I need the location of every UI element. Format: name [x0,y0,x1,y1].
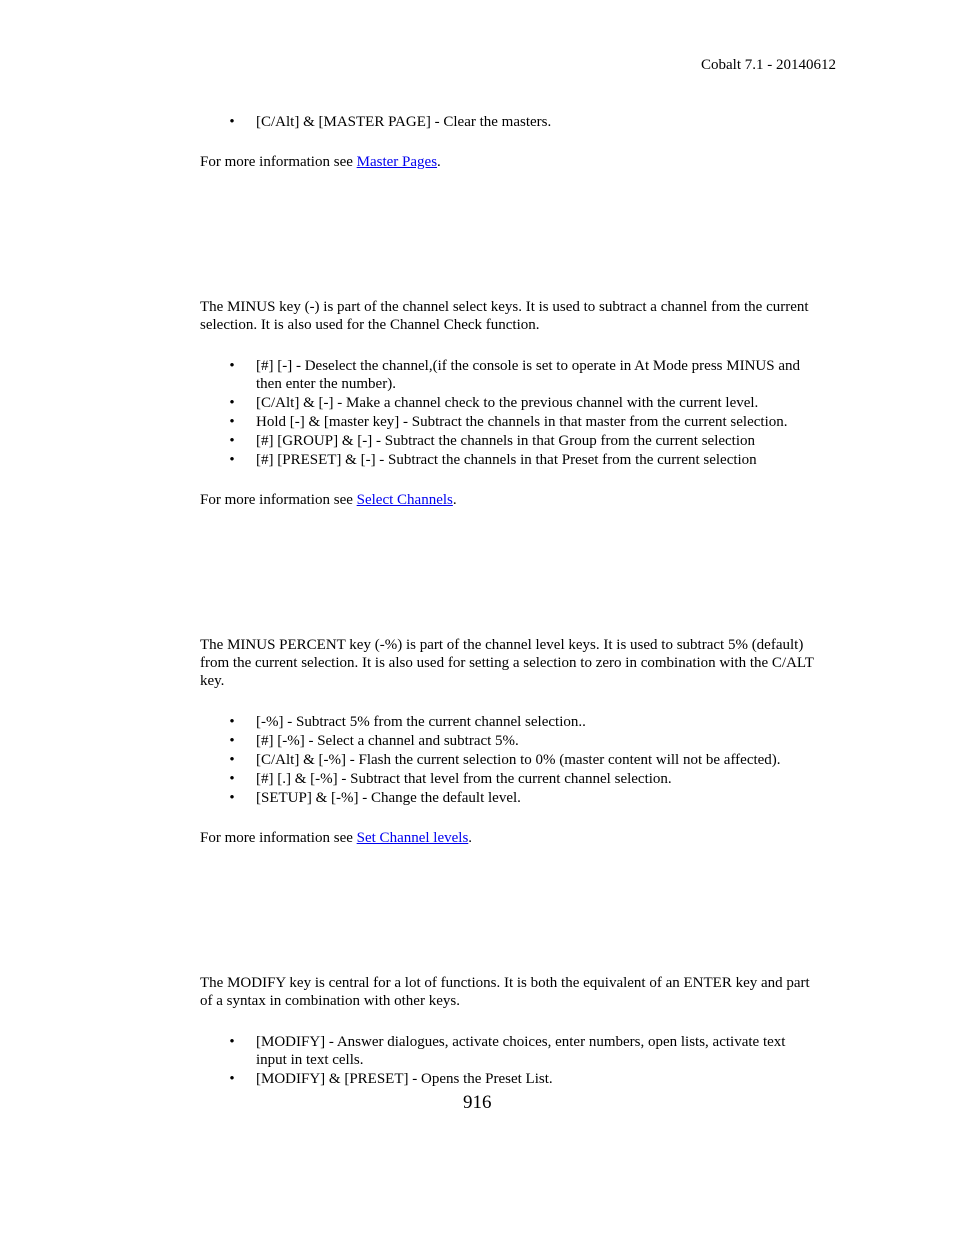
bullet-marker: • [229,1071,235,1087]
intro-line: of a syntax in combination with other keys. [200,993,460,1009]
set-channel-levels-link[interactable]: Set Channel levels [356,830,469,846]
more-info-line [200,491,457,509]
more-info-prefix: For more information see [200,492,357,508]
bullet-item: [#] [-%] - Select a channel and subtract 5%. [256,733,519,749]
bullet-item: [SETUP] & [-%] - Change the default level. [256,790,521,806]
more-info-line [200,153,441,171]
more-info-line [200,829,472,847]
intro-line: The MODIFY key is central for a lot of functions. It is both the equivalent of an ENTER key and part [200,975,810,991]
page-header: Cobalt 7.1 - 20140612 [701,57,836,73]
bullet-item: [-%] - Subtract 5% from the current channel selection.. [256,714,586,730]
intro-line: from the current selection. It is also used for setting a selection to zero in combination with the C/ALT [200,655,814,671]
bullet-marker: • [229,433,235,449]
intro-line: key. [200,673,225,689]
intro-line: The MINUS key (-) is part of the channel select keys. It is used to subtract a channel from the current [200,299,809,315]
bullet-item: [#] [-] - Deselect the channel,(if the console is set to operate in At Mode press MINUS and [256,358,801,374]
bullet-item: Hold [-] & [master key] - Subtract the channels in that master from the current selection. [256,414,788,430]
bullet-marker: • [229,714,235,730]
bullet-marker: • [229,358,235,374]
bullet-marker: • [229,414,235,430]
select-channels-link[interactable]: Select Channels [356,492,453,508]
bullet-item: [#] [.] & [-%] - Subtract that level from the current channel selection. [256,771,672,787]
intro-line: The MINUS PERCENT key (-%) is part of the channel level keys. It is used to subtract 5% (default) [200,637,804,653]
bullet-marker: • [229,733,235,749]
bullet-item: [#] [GROUP] & [-] - Subtract the channels in that Group from the current selection [256,433,756,449]
bullet-marker: • [229,771,235,787]
more-info-suffix: . [468,830,473,846]
bullet-item: [#] [PRESET] & [-] - Subtract the channels in that Preset from the current selection [256,452,757,468]
bullet-marker: • [229,752,235,768]
bullet-marker: • [229,114,235,130]
bullet-item: [MODIFY] & [PRESET] - Opens the Preset List. [256,1071,553,1087]
bullet-marker: • [229,395,235,411]
more-info-suffix: . [437,154,441,170]
more-info-prefix: For more information see [200,830,357,846]
master-pages-link[interactable]: Master Pages [356,154,438,170]
bullet-item-continuation: then enter the number). [256,376,396,392]
bullet-item: [C/Alt] & [-%] - Flash the current selection to 0% (master content will not be affected). [256,752,781,768]
bullet-item: [C/Alt] & [MASTER PAGE] - Clear the masters. [256,114,552,130]
bullet-marker: • [229,1034,235,1050]
page-number: 916 [463,1092,492,1113]
more-info-prefix: For more information see [200,154,357,170]
bullet-marker: • [229,452,235,468]
bullet-item: [MODIFY] - Answer dialogues, activate choices, enter numbers, open lists, activate text [256,1034,786,1050]
bullet-item: [C/Alt] & [-] - Make a channel check to the previous channel with the current level. [256,395,759,411]
more-info-suffix: . [452,492,457,508]
bullet-item-continuation: input in text cells. [256,1052,364,1068]
intro-line: selection. It is also used for the Channel Check function. [200,317,540,333]
bullet-marker: • [229,790,235,806]
